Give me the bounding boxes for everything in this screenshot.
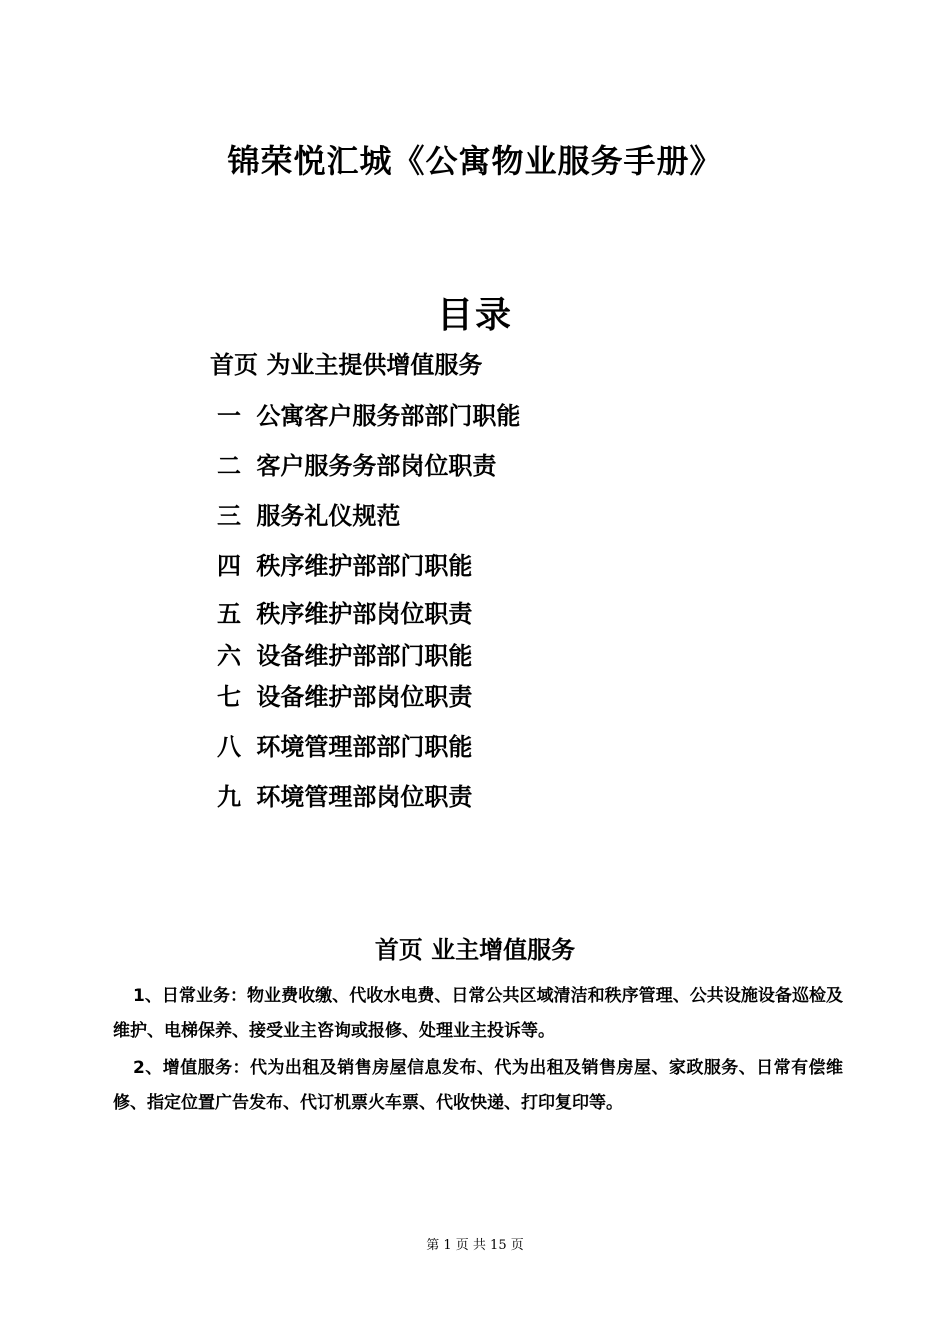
toc-item-label: 设备维护部岗位职责	[256, 683, 473, 711]
toc-item-number: 七	[217, 683, 241, 711]
toc-item-home: 首页 为业主提供增值服务	[210, 351, 483, 379]
toc-item-number: 八	[217, 733, 241, 761]
toc-item	[210, 452, 496, 480]
toc-item-label: 设备维护部部门职能	[256, 642, 473, 670]
section-heading: 首页 业主增值服务	[374, 936, 576, 964]
toc-item	[210, 733, 472, 761]
page-footer: 第 1 页 共 15 页	[426, 1238, 524, 1253]
toc-item-label: 客户服务务部岗位职责	[256, 452, 497, 480]
toc-heading: 目录	[436, 295, 513, 336]
toc-item	[210, 683, 472, 711]
toc-item-label: 环境管理部部门职能	[256, 733, 473, 761]
toc-item-label: 秩序维护部部门职能	[256, 552, 473, 580]
toc-item-label: 环境管理部岗位职责	[256, 783, 473, 811]
toc-item-label: 秩序维护部岗位职责	[256, 600, 473, 628]
toc-item	[210, 552, 472, 580]
toc-item-number: 二	[217, 452, 241, 480]
toc-item	[210, 402, 520, 430]
toc-item-number: 六	[217, 642, 241, 670]
toc-item-label: 公寓客户服务部部门职能	[256, 402, 521, 430]
toc-item-number: 一	[217, 402, 241, 430]
toc-item-number: 四	[217, 552, 241, 580]
toc-item-number: 九	[217, 783, 241, 811]
toc-item	[210, 783, 472, 811]
toc-item-number: 五	[217, 600, 241, 628]
toc-item	[210, 502, 400, 530]
toc-item-label: 服务礼仪规范	[256, 502, 401, 530]
paragraph-value-added-services: 2、增值服务：代为出租及销售房屋信息发布、代为出租及销售房屋、家政服务、日常有偿维修、指定位置广告发布、代订机票火车票、代收快递、打印复印等。	[113, 1058, 843, 1113]
paragraph-daily-business: 1、日常业务：物业费收缴、代收水电费、日常公共区域清洁和秩序管理、公共设施设备巡检及维护、电梯保养、接受业主咨询或报修、处理业主投诉等。	[113, 986, 843, 1041]
document-title: 锦荣悦汇城《公寓物业服务手册》	[227, 142, 723, 180]
toc-item	[210, 600, 472, 628]
toc-item	[210, 642, 472, 670]
toc-item-number: 三	[217, 502, 241, 530]
